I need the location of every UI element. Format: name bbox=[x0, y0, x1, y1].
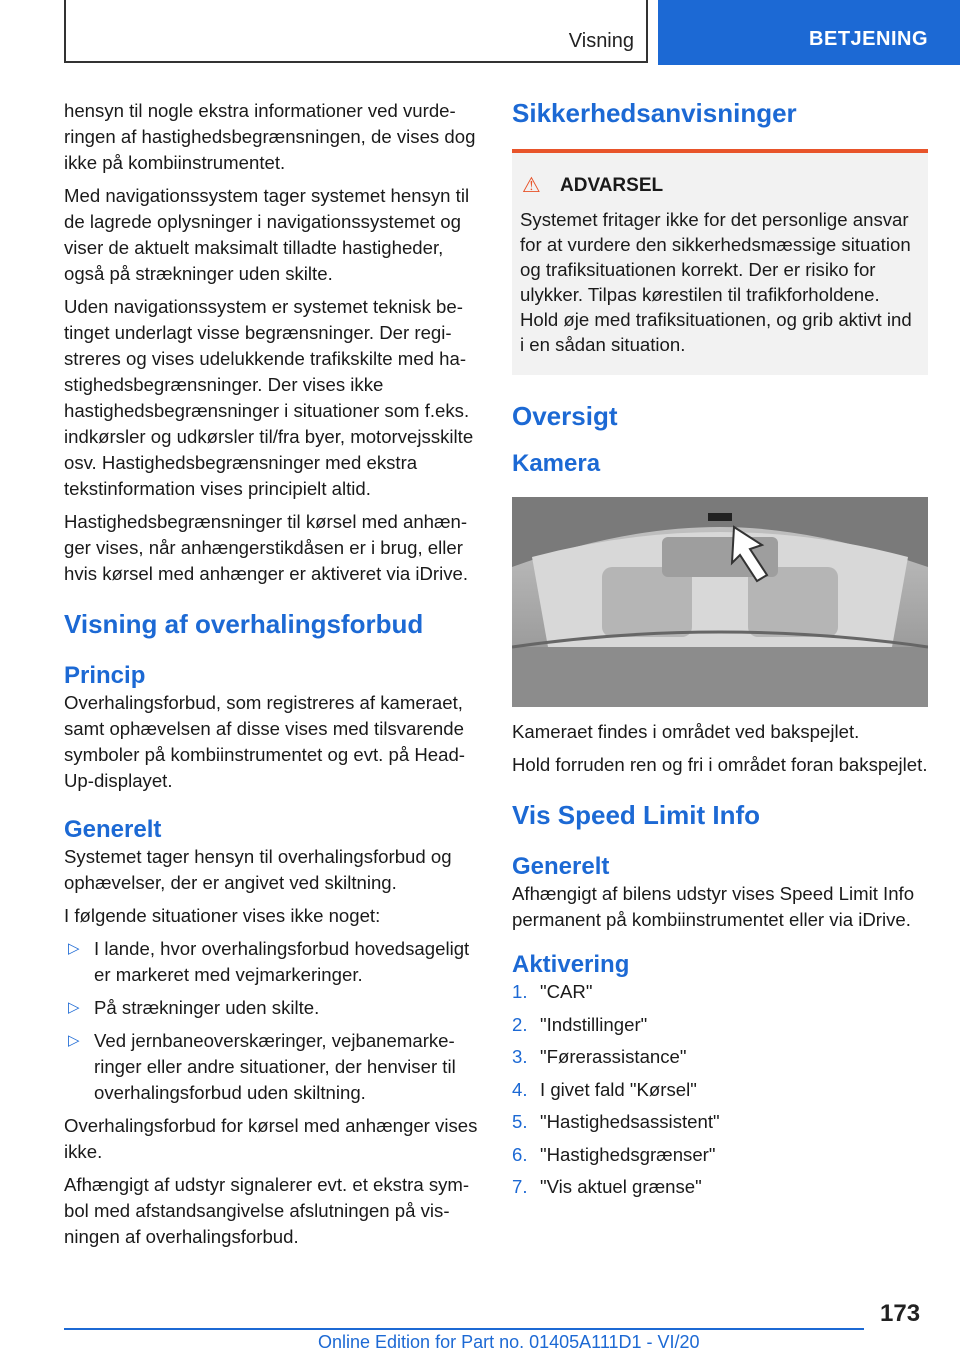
list-item: ▷ I lande, hvor overhalingsforbud hovedsageligt er markeret med vejmarkeringer. bbox=[68, 938, 470, 985]
warning-title: ADVARSEL bbox=[560, 175, 664, 196]
paragraph: Uden navigationssystem er systemet teknisk betinget underlagt visse begrænsninger. Der registreres og vises udelukkende trafikskilte med hastighedsbegrænsninger. Der vises ikke hastighedsbegrænsninger i situationer som f.eks. indkørsler og udkørsler til/fra byer, motorvejsskilte osv. Hastighedsbegrænsninger med ekstra tekstinformation vises principielt altid. bbox=[64, 296, 474, 499]
paragraph: Overhalingsforbud for kørsel med anhænger vises ikke. bbox=[64, 1115, 478, 1162]
paragraph: Kameraet findes i området ved bakspejlet. bbox=[512, 721, 860, 742]
paragraph: I følgende situationer vises ikke noget: bbox=[64, 905, 381, 926]
paragraph: Overhalingsforbud, som registreres af kameraet, samt ophævelsen af disse vises med tilsvarende symboler på kombiinstrumentet og evt. på Head-Up-displayet. bbox=[64, 692, 465, 791]
list-item: ▷ Ved jernbaneoverskæringer, vejbanemarkeringer eller andre situationer, der henviser til overhalingsforbud uden skiltning. bbox=[68, 1030, 456, 1103]
situation-list bbox=[64, 936, 480, 1106]
paragraph: hensyn til nogle ekstra informationer ved vurderingen af hastighedsbegrænsningen, de vises dog ikke på kombiinstrumentet. bbox=[64, 100, 476, 173]
triangle-bullet-icon: ▷ bbox=[68, 940, 80, 957]
list-item: 6. "Hastighedsgrænser" bbox=[512, 1143, 716, 1165]
triangle-bullet-icon: ▷ bbox=[68, 1032, 80, 1049]
paragraph: Hastighedsbegrænsninger til kørsel med anhænger vises, når anhængerstikdåsen er i brug, eller hvis kørsel med anhænger er aktiveret via iDrive. bbox=[64, 511, 469, 584]
paragraph: Hold forruden ren og fri i området foran bakspejlet. bbox=[512, 754, 928, 775]
heading-aktivering: Aktivering bbox=[512, 951, 630, 978]
paragraph: Med navigationssystem tager systemet hensyn til de lagrede oplysninger i navigationssystemet og viser de aktuelt maksimalt tilladte hastigheder, også på strækninger uden skilte. bbox=[64, 185, 470, 284]
paragraph: Systemet tager hensyn til overhalingsforbud og ophævelser, der er angivet ved skiltning. bbox=[64, 846, 452, 893]
page-number: 173 bbox=[880, 1300, 921, 1327]
warning-triangle-icon: ⚠ bbox=[522, 174, 541, 197]
list-item: ▷ På strækninger uden skilte. bbox=[64, 995, 480, 1021]
paragraph: Afhængigt af bilens udstyr vises Speed Limit Info permanent på kombiinstrumentet eller via iDrive. bbox=[512, 883, 915, 930]
list-item: 7. "Vis aktuel grænse" bbox=[512, 1176, 702, 1197]
list-item: 4. I givet fald "Kørsel" bbox=[512, 1078, 697, 1100]
heading-vis-speed: Vis Speed Limit Info bbox=[512, 800, 761, 830]
heading-generelt: Generelt bbox=[64, 816, 162, 843]
left-column bbox=[64, 98, 480, 1257]
section-title: Visning bbox=[568, 30, 634, 52]
triangle-bullet-icon: ▷ bbox=[68, 999, 80, 1016]
activation-steps bbox=[512, 979, 928, 1207]
list-item: 2. "Indstillinger" bbox=[512, 1013, 648, 1035]
chapter-tab bbox=[658, 0, 960, 65]
heading-princip: Princip bbox=[64, 662, 146, 689]
chapter-title: BETJENING bbox=[809, 28, 928, 50]
camera-location-image bbox=[512, 497, 928, 707]
heading-oversigt: Oversigt bbox=[512, 401, 618, 431]
heading-generelt: Generelt bbox=[512, 853, 610, 880]
list-item: 1. "CAR" bbox=[512, 981, 593, 1002]
footer-edition: Online Edition for Part no. 01405A111D1 - VI/20 bbox=[318, 1332, 700, 1352]
warning-box bbox=[512, 149, 928, 375]
heading-visning: Visning af overhalingsforbud bbox=[64, 609, 424, 639]
list-item: 5. "Hastighedsassistent" bbox=[512, 1111, 720, 1132]
list-item: 3. "Førerassistance" bbox=[512, 1046, 687, 1067]
heading-sikkerhed: Sikkerhedsanvisninger bbox=[512, 98, 797, 128]
warning-text: Systemet fritager ikke for det personlige ansvar for at vurdere den sikkerhedsmæssige situation og trafiksituationen korrekt. Der er risiko for ulykker. Tilpas kørestilen til trafikforholdene. Hold øje med trafiksituationen, og grib aktivt ind i en sådan situation. bbox=[520, 209, 912, 355]
paragraph: Afhængigt af udstyr signalerer evt. et ekstra symbol med afstandsangivelse afslutningen på visningen af overhalingsforbud. bbox=[64, 1174, 470, 1247]
right-column bbox=[512, 98, 928, 1207]
heading-kamera: Kamera bbox=[512, 450, 601, 477]
footer-divider bbox=[64, 1328, 864, 1330]
